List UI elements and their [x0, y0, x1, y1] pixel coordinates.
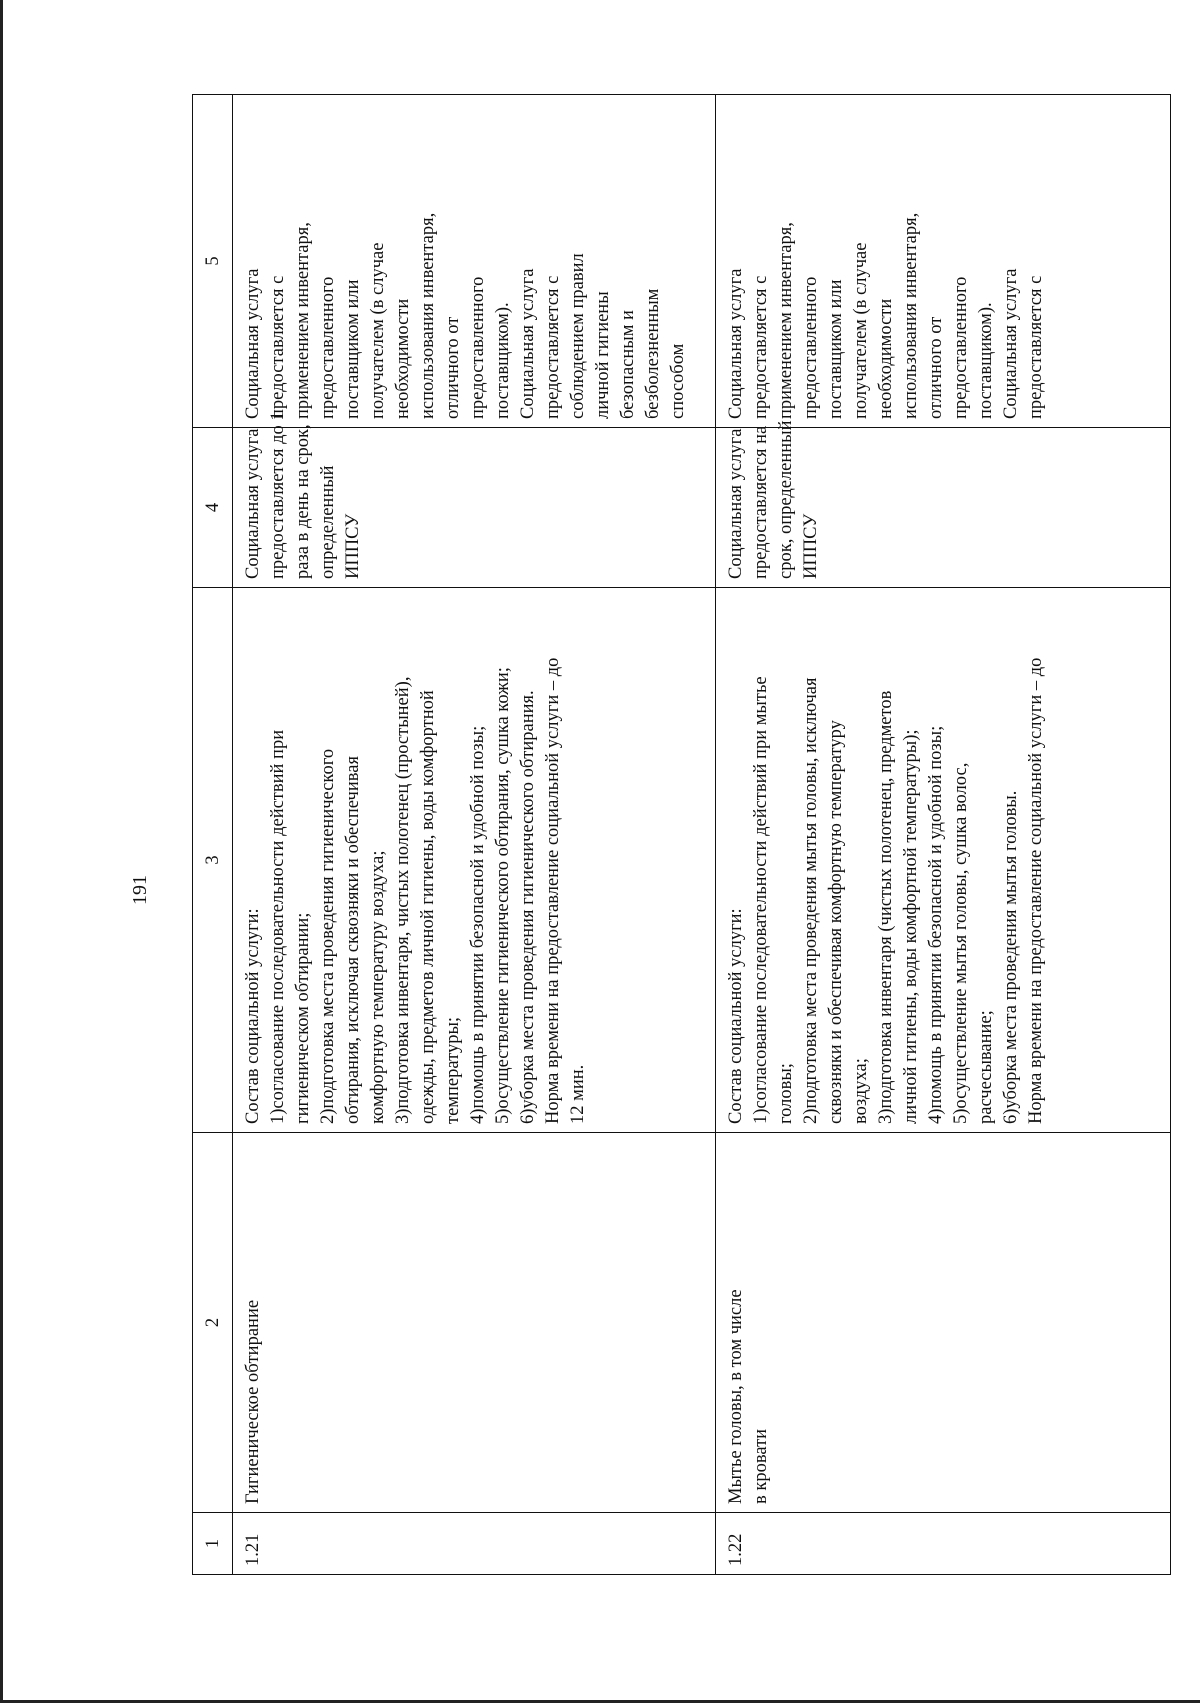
- conditions-line: поставщиком).: [976, 302, 996, 419]
- header-col-3: 3: [193, 588, 233, 1133]
- rotated-table-sheet: [192, 95, 1192, 1575]
- composition-line: личной гигиены, воды комфортной температуры);: [901, 729, 921, 1124]
- composition-line: комфортную температуру воздуха;: [368, 850, 388, 1124]
- conditions-line: предоставленного: [318, 276, 338, 419]
- service-name-cell: [233, 1133, 716, 1513]
- composition-line: 4)помощь в принятии безопасной и удобной позы;: [926, 725, 946, 1124]
- services-table: [192, 94, 1171, 1575]
- terms-line: предоставляется на: [751, 425, 771, 579]
- table-body: [233, 95, 1171, 1575]
- composition-line: одежды, предметов личной гигиены, воды комфортной: [418, 690, 438, 1124]
- terms-line: ИППСУ: [801, 513, 821, 579]
- conditions-line: безопасным и: [618, 310, 638, 419]
- service-number-cell: [233, 1513, 716, 1575]
- composition-line: 3)подготовка инвентаря (чистых полотенец, предметов: [876, 690, 896, 1124]
- conditions-line: личной гигиены: [593, 291, 613, 419]
- composition-line: 5)осуществление гигиенического обтирания, сушка кожи;: [493, 667, 513, 1124]
- conditions-line: соблюдением правил: [568, 253, 588, 419]
- page-number: 191: [129, 875, 151, 905]
- table-row: [233, 95, 716, 1575]
- terms-line: срок, определенный: [776, 420, 796, 579]
- composition-line: Состав социальной услуги:: [243, 908, 263, 1124]
- conditions-line: предоставляется с: [268, 275, 288, 419]
- conditions-line: предоставленного: [468, 276, 488, 419]
- composition-line: головы;: [776, 1063, 796, 1124]
- conditions-line: предоставленного: [801, 276, 821, 419]
- composition-line: 5)осуществление мытья головы, сушка волос,: [951, 762, 971, 1124]
- composition-line: 12 мин.: [568, 1064, 588, 1124]
- composition-line: Норма времени на предоставление социальной услуги – до: [1026, 657, 1046, 1124]
- scan-left-border: [0, 0, 3, 1703]
- conditions-line: получателем (в случае: [368, 242, 388, 419]
- terms-line: предоставляется до 1: [268, 411, 288, 579]
- conditions-line: Социальная услуга: [518, 268, 538, 419]
- service-conditions-cell: [233, 95, 716, 428]
- service-name-line: в кровати: [751, 1428, 771, 1504]
- terms-line: определенный: [318, 465, 338, 579]
- composition-line: воздуха;: [851, 1058, 871, 1124]
- service-number: 1.22: [726, 1533, 746, 1566]
- service-name-line: Гигиеническое обтирание: [243, 1299, 263, 1504]
- table-row: [716, 95, 1171, 1575]
- header-col-5: 5: [193, 95, 233, 428]
- composition-line: Норма времени на предоставление социальной услуги – до: [543, 657, 563, 1124]
- service-number: 1.21: [243, 1533, 263, 1566]
- conditions-line: использования инвентаря,: [901, 212, 921, 419]
- service-terms-cell: [716, 420, 1171, 588]
- conditions-line: необходимости: [876, 298, 896, 419]
- service-terms-cell: [233, 411, 716, 588]
- header-col-2: 2: [193, 1133, 233, 1513]
- table-header-row: [193, 95, 233, 1575]
- composition-line: сквозняки и обеспечивая комфортную температуру: [826, 720, 846, 1124]
- conditions-line: применением инвентаря,: [776, 222, 796, 419]
- composition-line: Состав социальной услуги:: [726, 908, 746, 1124]
- conditions-line: Социальная услуга: [726, 268, 746, 419]
- composition-line: 1)согласование последовательности действий при: [268, 729, 288, 1124]
- terms-line: Социальная услуга: [243, 428, 263, 579]
- conditions-line: Социальная услуга: [1001, 268, 1021, 419]
- conditions-line: предоставляется с: [543, 275, 563, 419]
- header-col-4: 4: [193, 428, 233, 588]
- conditions-line: получателем (в случае: [851, 242, 871, 419]
- conditions-line: поставщиком или: [343, 279, 363, 419]
- conditions-line: предоставленного: [951, 276, 971, 419]
- composition-line: расчесывание;: [976, 1010, 996, 1124]
- composition-line: 1)согласование последовательности действий при мытье: [751, 676, 771, 1124]
- composition-line: 2)подготовка места проведения мытья головы, исключая: [801, 677, 821, 1124]
- conditions-line: поставщиком или: [826, 279, 846, 419]
- conditions-line: поставщиком).: [493, 302, 513, 419]
- conditions-line: необходимости: [393, 298, 413, 419]
- composition-line: 6)уборка места проведения гигиенического обтирания.: [518, 690, 538, 1124]
- conditions-line: использования инвентаря,: [418, 212, 438, 419]
- header-col-1: 1: [193, 1513, 233, 1575]
- composition-line: 4)помощь в принятии безопасной и удобной позы;: [468, 725, 488, 1124]
- composition-line: обтирания, исключая сквозняки и обеспечивая: [343, 756, 363, 1124]
- service-name-line: Мытье головы, в том числе: [726, 1289, 746, 1504]
- conditions-line: применением инвентаря,: [293, 222, 313, 419]
- composition-line: 3)подготовка инвентаря, чистых полотенец (простыней),: [393, 676, 413, 1124]
- service-number-cell: [716, 1513, 1171, 1575]
- terms-line: раза в день на срок,: [293, 424, 313, 579]
- service-name-cell: [716, 1133, 1171, 1513]
- service-conditions-cell: [716, 95, 1171, 428]
- conditions-line: отличного от: [443, 316, 463, 419]
- conditions-line: предоставляется с: [751, 275, 771, 419]
- terms-line: ИППСУ: [343, 513, 363, 579]
- composition-line: гигиеническом обтирании;: [293, 912, 313, 1124]
- composition-line: 6)уборка места проведения мытья головы.: [1001, 790, 1021, 1124]
- conditions-line: Социальная услуга: [243, 268, 263, 419]
- terms-line: Социальная услуга: [726, 428, 746, 579]
- conditions-line: безболезненным: [643, 288, 663, 419]
- conditions-line: предоставляется с: [1026, 275, 1046, 419]
- conditions-line: способом: [668, 343, 688, 419]
- composition-line: температуры;: [443, 1016, 463, 1124]
- conditions-line: отличного от: [926, 316, 946, 419]
- service-composition-cell: [716, 588, 1171, 1133]
- service-composition-cell: [233, 588, 716, 1133]
- composition-line: 2)подготовка места проведения гигиенического: [318, 748, 338, 1124]
